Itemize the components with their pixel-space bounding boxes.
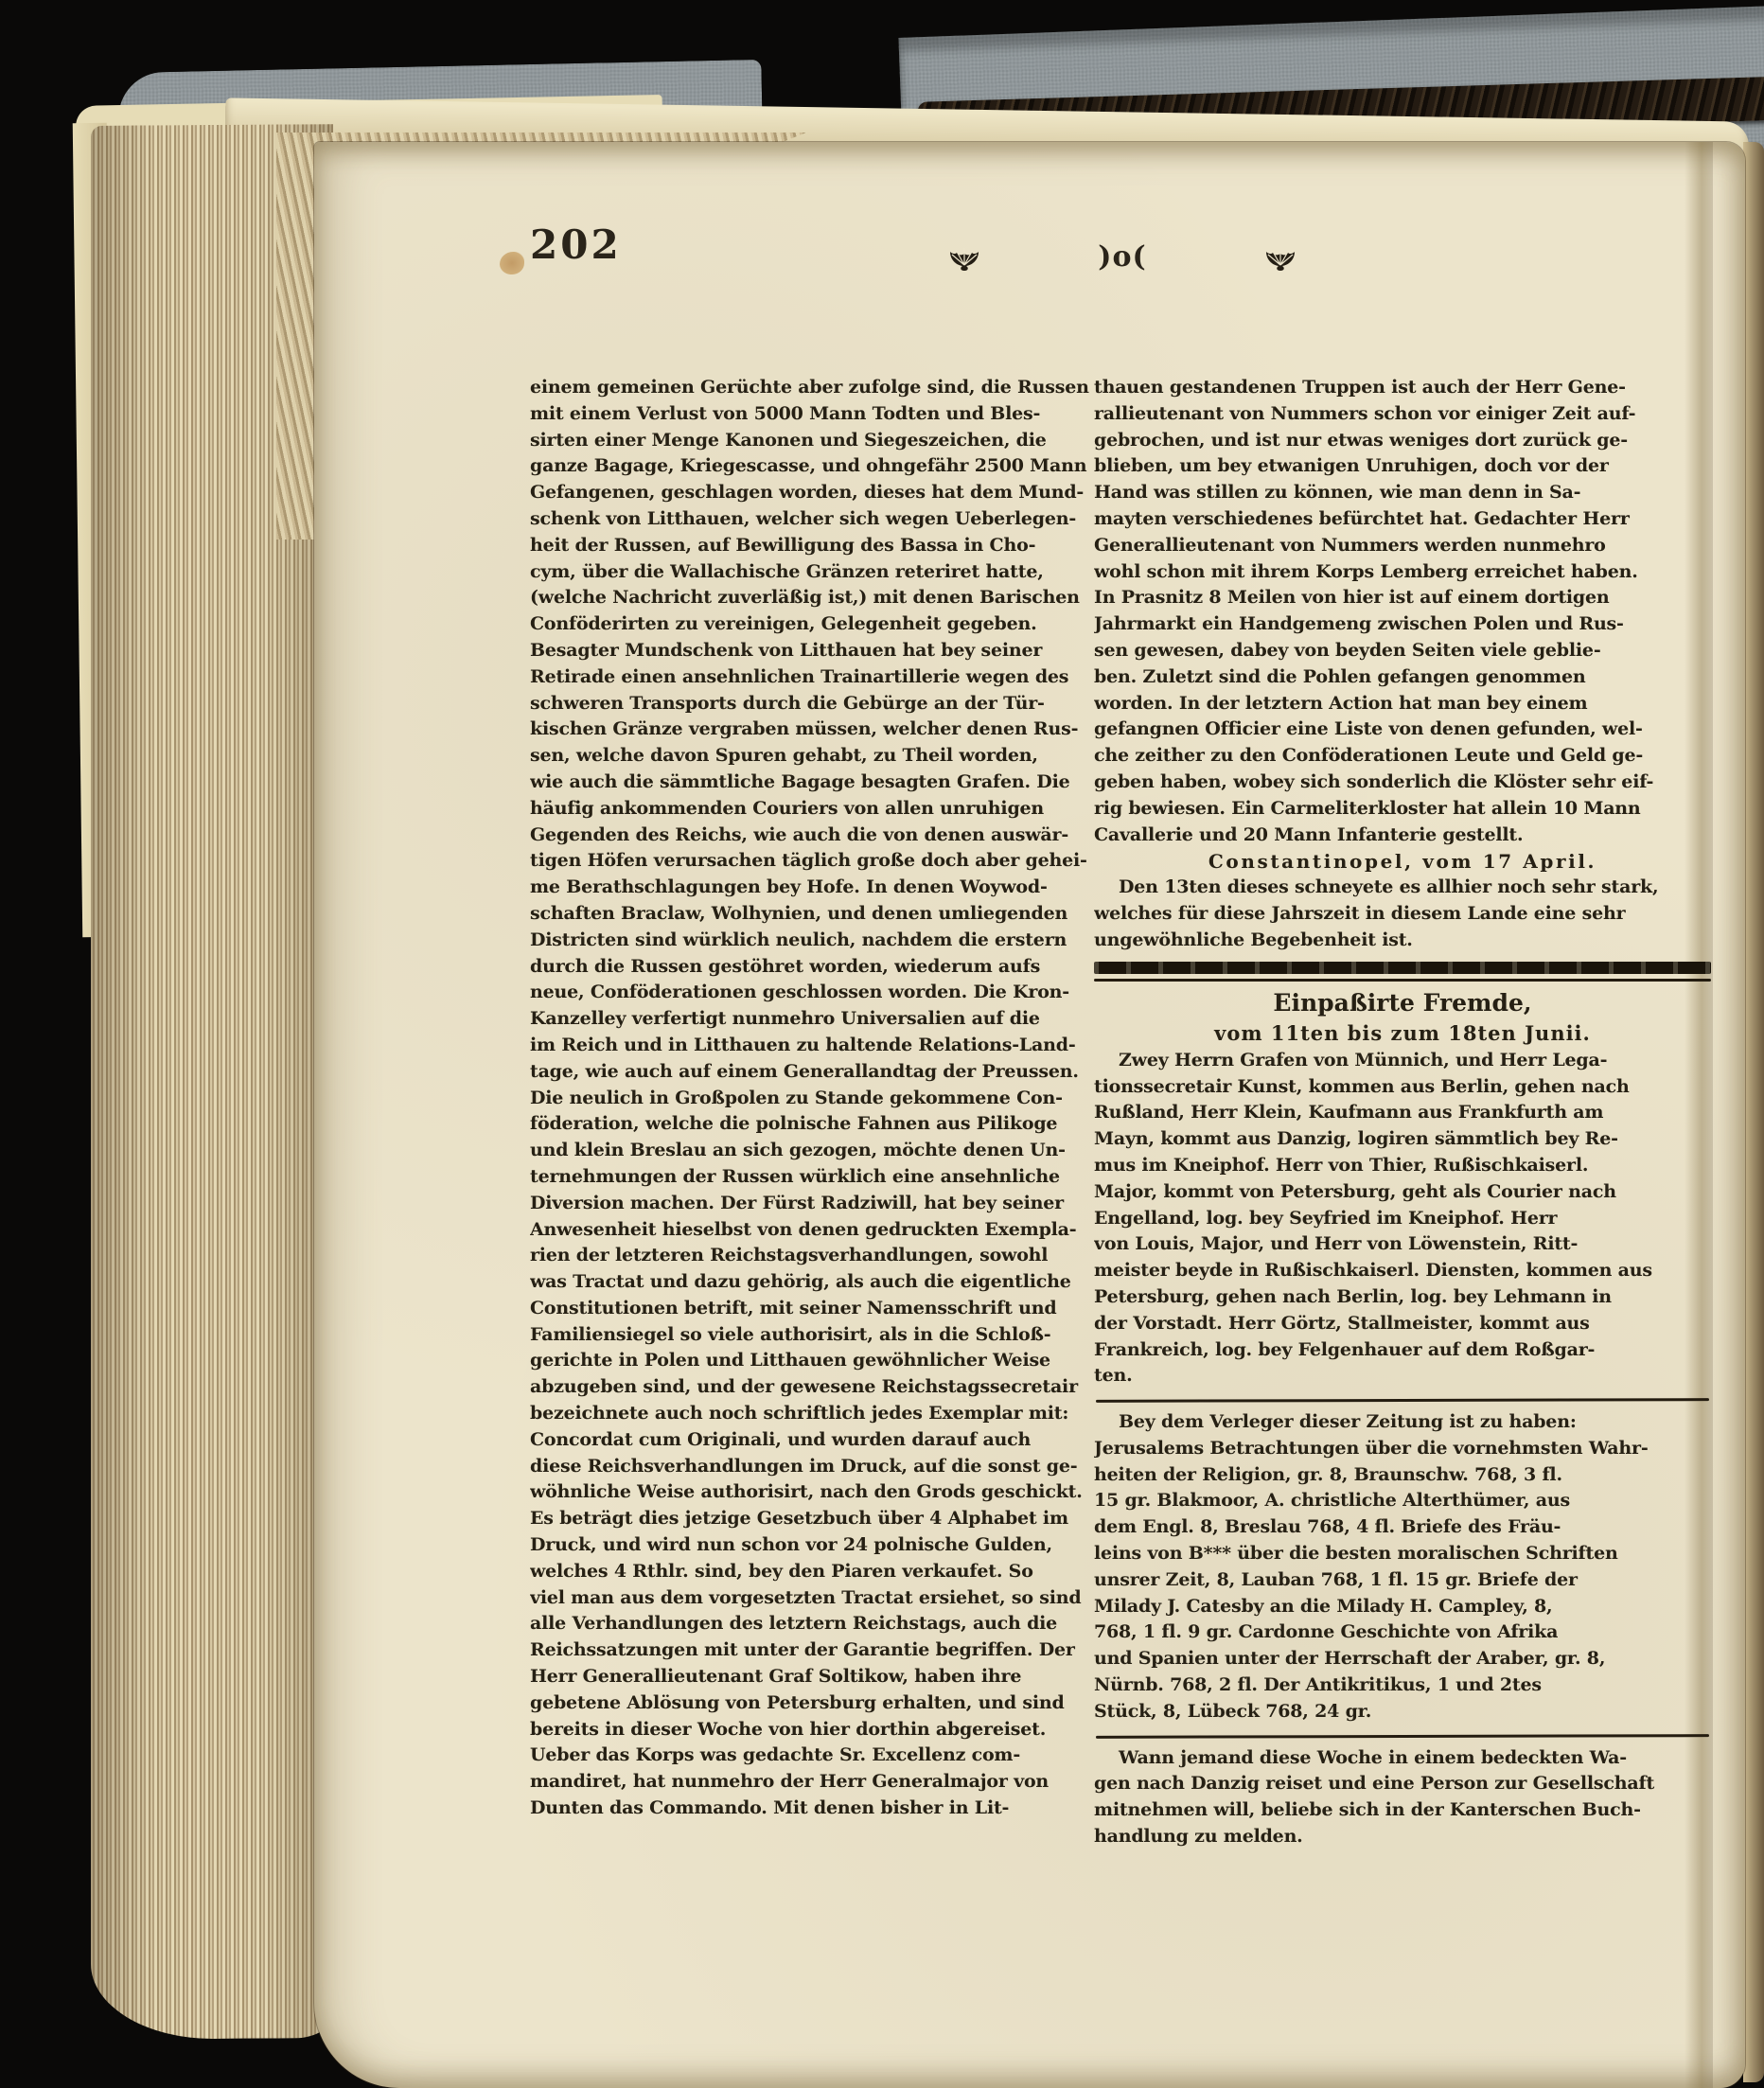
section-rule-1 <box>1096 1398 1709 1403</box>
page-number: 202 <box>530 221 622 268</box>
text-line: ungewöhnliche Begebenheit ist. <box>1094 929 1413 950</box>
text-line: wohl schon mit ihrem Korps Lemberg erreichet haben. <box>1094 560 1638 582</box>
text-line: Bey dem Verleger dieser Zeitung ist zu haben: <box>1119 1411 1577 1433</box>
text-line: Cavallerie und 20 Mann Infanterie gestellt. <box>1094 823 1524 845</box>
text-line: ten. <box>1094 1365 1133 1387</box>
text-line: Jahrmarkt ein Handgemeng zwischen Polen und Rus- <box>1094 613 1624 635</box>
text-line: Frankreich, log. bey Felgenhauer auf dem Roßgar- <box>1094 1338 1596 1360</box>
arrivals-title: Einpaßirte Fremde, <box>1273 988 1532 1017</box>
text-line: rallieutenant von Nummers schon vor einiger Zeit auf- <box>1094 402 1636 424</box>
text-line: kischen Gränze vergraben müssen, welcher denen Rus- <box>530 718 1079 740</box>
text-line: gefangnen Officier eine Liste von denen gefunden, wel- <box>1094 718 1643 740</box>
text-line: gebetene Ablösung von Petersburg erhalten, und sind <box>530 1691 1065 1713</box>
text-line: Jerusalems Betrachtungen über die vornehmsten Wahr- <box>1094 1437 1649 1459</box>
text-line: Engelland, log. bey Seyfried im Kneiphof. Herr <box>1094 1207 1558 1229</box>
text-line: Petersburg, gehen nach Berlin, log. bey Lehmann in <box>1094 1285 1612 1307</box>
text-line: gerichte in Polen und Litthauen gewöhnlicher Weise <box>530 1350 1050 1371</box>
text-line: Hand was stillen zu können, wie man denn in Sa- <box>1094 482 1581 504</box>
text-line: Gefangenen, geschlagen worden, dieses hat dem Mund- <box>530 482 1085 504</box>
header-ornaments <box>946 240 1298 274</box>
text-line: dem Engl. 8, Breslau 768, 4 fl. Briefe des Fräu- <box>1094 1516 1561 1538</box>
text-line: welches 4 Rthlr. sind, bey den Piaren verkaufet. So <box>530 1560 1033 1582</box>
book-page <box>314 142 1745 2088</box>
text-line: mayten verschiedenes befürchtet hat. Gedachter Herr <box>1094 507 1630 529</box>
shell-ornament-left <box>946 242 982 273</box>
text-line: me Berathschlagungen bey Hofe. In denen Woywod- <box>530 876 1048 898</box>
text-line: Druck, und wird nun schon vor 24 polnische Gulden, <box>530 1534 1052 1556</box>
constantinople-dateline: Constantinopel, vom 17 April. <box>1208 850 1597 874</box>
text-line: Ueber das Korps was gedachte Sr. Excellenz com- <box>530 1744 1021 1766</box>
text-line: Anwesenheit hieselbst von denen gedruckten Exempla- <box>530 1218 1077 1240</box>
text-line: neue, Conföderationen geschlossen worden. Die Kron- <box>530 982 1069 1003</box>
text-line: 768, 1 fl. 9 gr. Cardonne Geschichte von Afrika <box>1094 1621 1559 1643</box>
text-line: ben. Zuletzt sind die Pohlen gefangen genommen <box>1094 665 1586 687</box>
text-line: (welche Nachricht zuverläßig ist,) mit denen Barischen <box>530 587 1080 609</box>
divider-bar <box>1094 962 1711 974</box>
text-line: Es beträgt dies jetzige Gesetzbuch über 4 Alphabet im <box>530 1508 1068 1530</box>
text-line: Nürnb. 768, 2 fl. Der Antikritikus, 1 und 2tes <box>1094 1674 1542 1696</box>
left-text-column <box>530 375 1090 1822</box>
text-line: welches für diese Jahrszeit in diesem Lande eine sehr <box>1094 903 1626 925</box>
text-line: che zeither zu den Conföderationen Leute und Geld ge- <box>1094 745 1644 767</box>
text-line: Diversion machen. Der Fürst Radziwill, hat bey seiner <box>530 1192 1064 1213</box>
arrivals-list <box>1094 1048 1711 1389</box>
text-line: häufig ankommenden Couriers von allen unruhigen <box>530 797 1045 819</box>
text-line: rien der letzteren Reichstagsverhandlungen, sowohl <box>530 1245 1049 1266</box>
text-line: föderation, welche die polnische Fahnen aus Pilikoge <box>530 1113 1058 1135</box>
text-line: Major, kommt von Petersburg, geht als Courier nach <box>1094 1180 1616 1202</box>
text-line: Wann jemand diese Woche in einem bedeckten Wa- <box>1119 1746 1627 1768</box>
text-line: schaften Braclaw, Wolhynien, und denen umliegenden <box>530 902 1068 924</box>
text-line: gebrochen, und ist nur etwas weniges dort zurück ge- <box>1094 429 1628 451</box>
text-line: Dunten das Commando. Mit denen bisher in Lit- <box>530 1797 1010 1819</box>
text-line: was Tractat und dazu gehörig, als auch die eigentliche <box>530 1271 1071 1293</box>
text-line: mus im Kneiphof. Herr von Thier, Rußischkaiserl. <box>1094 1154 1589 1176</box>
text-line: Districten sind würklich neulich, nachdem die erstern <box>530 929 1067 950</box>
text-line: schweren Transports durch die Gebürge an der Tür- <box>530 692 1045 714</box>
text-line: diese Reichsverhandlungen im Druck, auf die sonst ge- <box>530 1455 1078 1477</box>
text-line: Familiensiegel so viele authorisirt, als in die Schloß- <box>530 1323 1051 1345</box>
text-line: wie auch die sämmtliche Bagage besagten Grafen. Die <box>530 770 1070 792</box>
text-line: sirten einer Menge Kanonen und Siegeszeichen, die <box>530 429 1047 451</box>
travel-notice <box>1094 1745 1711 1850</box>
shell-ornament-right <box>1262 242 1298 273</box>
text-line: Den 13ten dieses schneyete es allhier noch sehr stark, <box>1119 876 1659 898</box>
text-line: mit einem Verlust von 5000 Mann Todten und Bles- <box>530 402 1041 424</box>
text-line: bereits in dieser Woche von hier dorthin abgereiset. <box>530 1718 1047 1740</box>
constantinople-report <box>1094 875 1711 953</box>
text-line: wöhnliche Weise authorisirt, nach den Grods geschickt. <box>530 1481 1083 1503</box>
text-line: Besagter Mundschenk von Litthauen hat bey seiner <box>530 639 1043 661</box>
text-line: Gegenden des Reichs, wie auch die von denen auswär- <box>530 823 1069 845</box>
text-line: im Reich und in Litthauen zu haltende Relations-Land- <box>530 1034 1076 1055</box>
text-line: leins von B*** über die besten moralischen Schriften <box>1094 1543 1618 1565</box>
text-line: worden. In der letztern Action hat man bey einem <box>1094 692 1588 714</box>
news-continuation <box>1094 375 1711 848</box>
text-line: abzugeben sind, und der gewesene Reichstagssecretair <box>530 1376 1078 1398</box>
right-text-column <box>1094 375 1711 1850</box>
right-page-edges <box>1743 142 1764 2082</box>
paper-stain <box>500 252 524 274</box>
text-line: schenk von Litthauen, welcher sich wegen Ueberlegen- <box>530 507 1077 529</box>
text-line: Die neulich in Großpolen zu Stande gekommene Con- <box>530 1087 1063 1108</box>
text-line: Kanzelley verfertigt nunmehro Universalien auf die <box>530 1008 1040 1030</box>
text-line: Mayn, kommt aus Danzig, logiren sämmtlich bey Re- <box>1094 1128 1618 1150</box>
text-line: cym, über die Wallachische Gränzen reteriret hatte, <box>530 560 1044 582</box>
arrivals-subtitle: vom 11ten bis zum 18ten Junii. <box>1214 1020 1591 1045</box>
text-line: heiten der Religion, gr. 8, Braunschw. 768, 3 fl. <box>1094 1463 1562 1485</box>
text-line: gen nach Danzig reiset und eine Person zur Gesellschaft <box>1094 1773 1655 1795</box>
section-rule-2 <box>1096 1734 1709 1739</box>
text-line: Retirade einen ansehnlichen Trainartillerie wegen des <box>530 665 1069 687</box>
text-line: Conföderirten zu vereinigen, Gelegenheit gegeben. <box>530 613 1037 635</box>
section-divider-thick <box>1094 962 1711 982</box>
text-line: tage, wie auch auf einem Generallandtag der Preussen. <box>530 1060 1079 1082</box>
text-line: mandiret, hat nunmehro der Herr Generalmajor von <box>530 1771 1050 1793</box>
publisher-notice <box>1094 1409 1711 1725</box>
text-line: mitnehmen will, beliebe sich in der Kanterschen Buch- <box>1094 1799 1641 1821</box>
text-line: Stück, 8, Lübeck 768, 24 gr. <box>1094 1700 1372 1722</box>
text-line: In Prasnitz 8 Meilen von hier ist auf einem dortigen <box>1094 587 1610 609</box>
text-line: rig bewiesen. Ein Carmeliterkloster hat allein 10 Mann <box>1094 797 1641 819</box>
text-line: einem gemeinen Gerüchte aber zufolge sind, die Russen <box>530 377 1089 398</box>
text-line: ternehmungen der Russen würklich eine ansehnliche <box>530 1165 1060 1187</box>
text-line: unsrer Zeit, 8, Lauban 768, 1 fl. 15 gr. Briefe der <box>1094 1568 1578 1590</box>
text-line: der Vorstadt. Herr Görtz, Stallmeister, kommt aus <box>1094 1312 1590 1334</box>
text-line: und Spanien unter der Herrschaft der Araber, gr. 8, <box>1094 1648 1606 1670</box>
text-line: Reichssatzungen mit unter der Garantie begriffen. Der <box>530 1639 1075 1661</box>
text-line: heit der Russen, auf Bewilligung des Bassa in Cho- <box>530 534 1036 556</box>
text-line: Generallieutenant von Nummers werden nunmehro <box>1094 534 1606 556</box>
text-line: Rußland, Herr Klein, Kaufmann aus Frankfurth am <box>1094 1102 1604 1124</box>
text-line: durch die Russen gestöhret worden, wiederum aufs <box>530 955 1041 977</box>
text-line: bezeichnete auch noch schriftlich jedes Exemplar mit: <box>530 1403 1069 1424</box>
text-line: tigen Höfen verursachen täglich große doch aber gehei- <box>530 850 1087 872</box>
text-line: Herr Generallieutenant Graf Soltikow, haben ihre <box>530 1666 1022 1688</box>
text-line: alle Verhandlungen des letztern Reichstags, auch die <box>530 1613 1058 1635</box>
text-line: meister beyde in Rußischkaiserl. Diensten, kommen aus <box>1094 1260 1652 1282</box>
header-separator-mark: )o( <box>1098 240 1147 274</box>
text-line: blieben, um bey etwanigen Unruhigen, doch vor der <box>1094 455 1609 477</box>
text-line: ganze Bagage, Kriegescasse, und ohngefähr 2500 Mann <box>530 455 1087 477</box>
text-line: thauen gestandenen Truppen ist auch der Herr Gene- <box>1094 377 1626 398</box>
text-line: Constitutionen betrift, mit seiner Namensschrift und <box>530 1297 1057 1318</box>
divider-line <box>1094 979 1711 982</box>
text-line: Milady J. Catesby an die Milady H. Campley, 8, <box>1094 1595 1553 1617</box>
text-line: sen, welche davon Spuren gehabt, zu Theil worden, <box>530 745 1038 767</box>
text-line: handlung zu melden. <box>1094 1826 1303 1848</box>
text-line: sen gewesen, dabey von beyden Seiten viele geblie- <box>1094 639 1601 661</box>
text-line: geben haben, wobey sich sonderlich die Klöster sehr eif- <box>1094 770 1654 792</box>
text-line: 15 gr. Blakmoor, A. christliche Alterthümer, aus <box>1094 1490 1570 1512</box>
text-line: Zwey Herrn Grafen von Münnich, und Herr Lega- <box>1119 1049 1608 1071</box>
text-line: und klein Breslau an sich gezogen, möchte denen Un- <box>530 1140 1066 1161</box>
text-line: viel man aus dem vorgesetzten Tractat ersiehet, so sind <box>530 1586 1082 1608</box>
text-line: tionssecretair Kunst, kommen aus Berlin, gehen nach <box>1094 1075 1630 1097</box>
text-line: von Louis, Major, und Herr von Löwenstein, Ritt- <box>1094 1233 1579 1255</box>
text-line: Concordat cum Originali, und wurden darauf auch <box>530 1428 1032 1450</box>
